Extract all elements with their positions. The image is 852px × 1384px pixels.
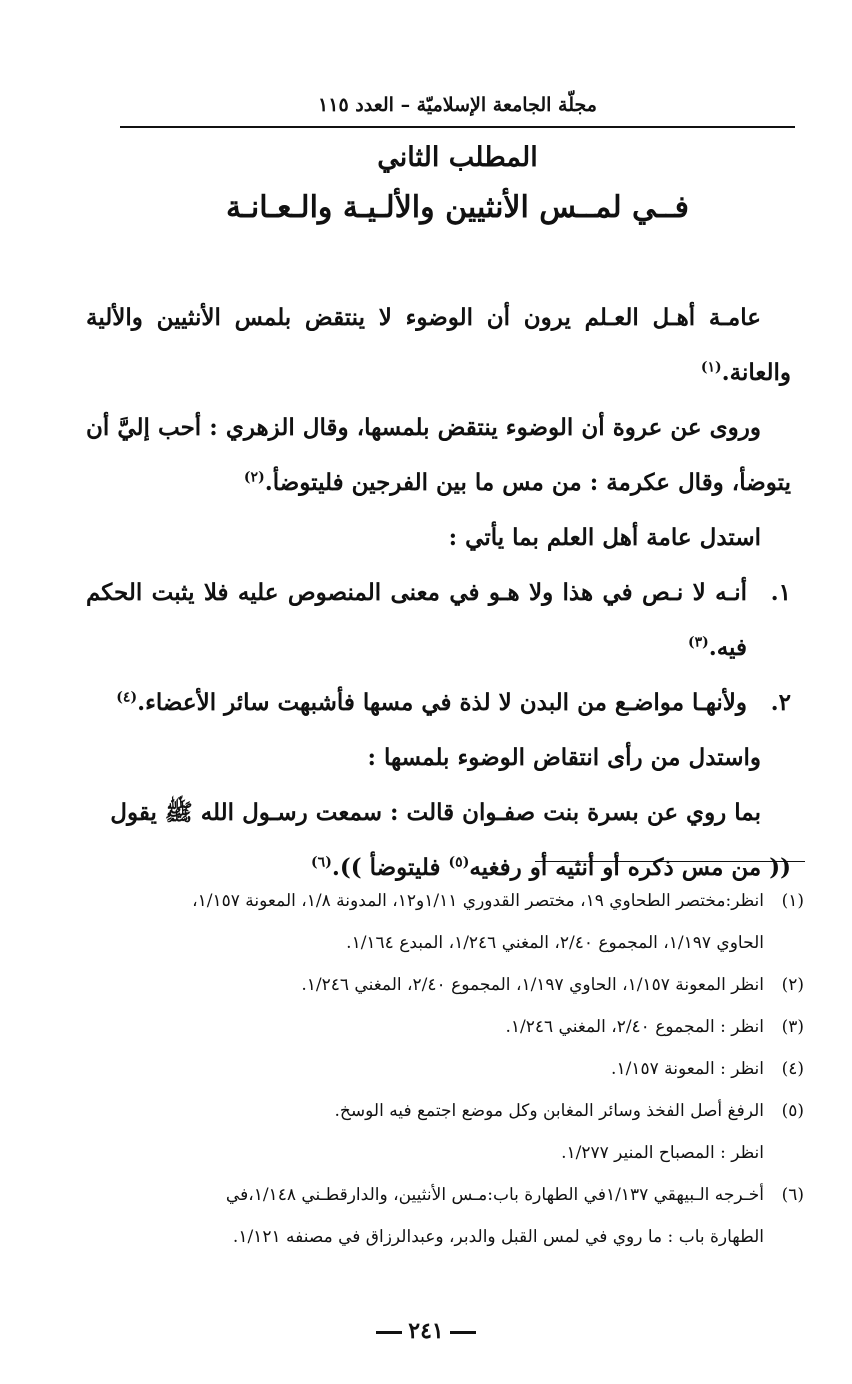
footnote-number: (١)	[781, 891, 804, 911]
list-item-text	[86, 565, 747, 675]
page-number-dash	[450, 1331, 476, 1334]
footnote-ref: (٦)	[311, 854, 332, 871]
paragraph	[86, 290, 791, 400]
footnote-text	[92, 1048, 764, 1090]
footnote	[92, 964, 804, 1006]
footnote	[92, 1090, 804, 1174]
paragraph-text: عامـة أهـل العـلم يرون أن الوضوء لا ينتقض بلمس الأنثيين والألية والعانة.	[86, 304, 791, 386]
paragraph-text: وروى عن عروة أن الوضوء ينتقض بلمسها، وقال الزهري : أحب إليَّ أن يتوضأ، وقال عكرمة : من مس ما بين الفرجين فليتوضأ.	[86, 414, 791, 496]
running-header: مجلّة الجامعة الإسلاميّة – العدد ١١٥	[318, 94, 597, 116]
section-title: المطلب الثاني	[377, 142, 538, 173]
header-rule	[120, 126, 795, 128]
footnote-text	[92, 880, 764, 964]
footnote-line: الحاوي ١/١٩٧، المجموع ٢/٤٠، المغني ١/٢٤٦، المبدع ١/١٦٤.	[346, 933, 764, 953]
footnote-line: الطهارة باب : ما روي في لمس القبل والدبر، وعبدالرزاق في مصنفه ١/١٢١.	[232, 1227, 764, 1247]
footnote-number: (٣)	[781, 1017, 804, 1037]
footnote-line: أخـرجه الـبيهقي ١/١٣٧في الطهارة باب:مـس الأنثيين، والدارقطـني ١/١٤٨،في	[225, 1185, 764, 1205]
footnote-line: انظر:مختصر الطحاوي ١٩، مختصر القدوري ١/١١و١٢، المدونة ١/٨، المعونة ١/١٥٧،	[192, 891, 764, 911]
footnote-line: انظر : المصباح المنير ١/٢٧٧.	[561, 1143, 764, 1163]
section-subtitle: فــي لمــس الأنثيين والألـيـة والـعـانـة	[226, 190, 689, 225]
footnote	[92, 1048, 804, 1090]
footnote	[92, 1174, 804, 1258]
footnote-text	[92, 1090, 764, 1174]
footnote-line: انظر : المعونة ١/١٥٧.	[611, 1059, 764, 1079]
list-item-text	[86, 675, 747, 730]
footnote-text	[92, 1006, 764, 1048]
footnote-number: (٤)	[781, 1059, 804, 1079]
paragraph: بما روي عن بسرة بنت صفـوان قالت : سمعت رسـول الله ﷺ يقول	[110, 799, 761, 826]
footnote-ref: (٣)	[687, 634, 709, 651]
footnote-ref: (٥)	[448, 854, 470, 871]
paragraph	[86, 400, 791, 510]
page-number-value: ٢٤١	[408, 1318, 444, 1344]
footnote-rule	[535, 861, 805, 862]
footnote-line: الرفغ أصل الفخذ وسائر المغابن وكل موضع اجتمع فيه الوسخ.	[334, 1101, 764, 1121]
footnote-ref: (١)	[700, 359, 722, 376]
quote-text: (( من مس ذكره أو أنثيه أو رفغيه	[469, 854, 791, 881]
footnote-ref: (٢)	[243, 469, 265, 486]
footnote	[92, 880, 804, 964]
list-item	[86, 675, 791, 730]
footnote-line: انظر المعونة ١/١٥٧، الحاوي ١/١٩٧، المجموع ٢/٤٠، المغني ١/٢٤٦.	[301, 975, 764, 995]
paragraph: استدل عامة أهل العلم بما يأتي :	[448, 524, 761, 551]
footnote	[92, 1006, 804, 1048]
footnote-line: انظر : المجموع ٢/٤٠، المغني ١/٢٤٦.	[505, 1017, 764, 1037]
page-number-dash	[376, 1331, 402, 1334]
list-item-number: ١.	[770, 579, 791, 606]
list-item	[86, 565, 791, 675]
footnote-ref: (٤)	[116, 689, 138, 706]
list-item-number: ٢.	[770, 689, 791, 716]
paragraph: واستدل من رأى انتقاض الوضوء بلمسها :	[367, 744, 761, 771]
footnote-text	[92, 964, 764, 1006]
quote-text: فليتوضأ )).	[331, 854, 441, 881]
list-item-content: أنـه لا نـص في هذا ولا هـو في معنى المنصوص عليه فلا يثبت الحكم فيه.	[86, 579, 747, 661]
list-item-content: ولأنهـا مواضـع من البدن لا لذة في مسها فأشبهت سائر الأعضاء.	[137, 689, 747, 716]
footnote-text	[92, 1174, 764, 1258]
body-text	[86, 290, 791, 895]
footnotes	[92, 880, 804, 1258]
page-number	[0, 1318, 852, 1344]
footnote-number: (٢)	[781, 975, 804, 995]
footnote-number: (٦)	[781, 1185, 804, 1205]
footnote-number: (٥)	[781, 1101, 804, 1121]
